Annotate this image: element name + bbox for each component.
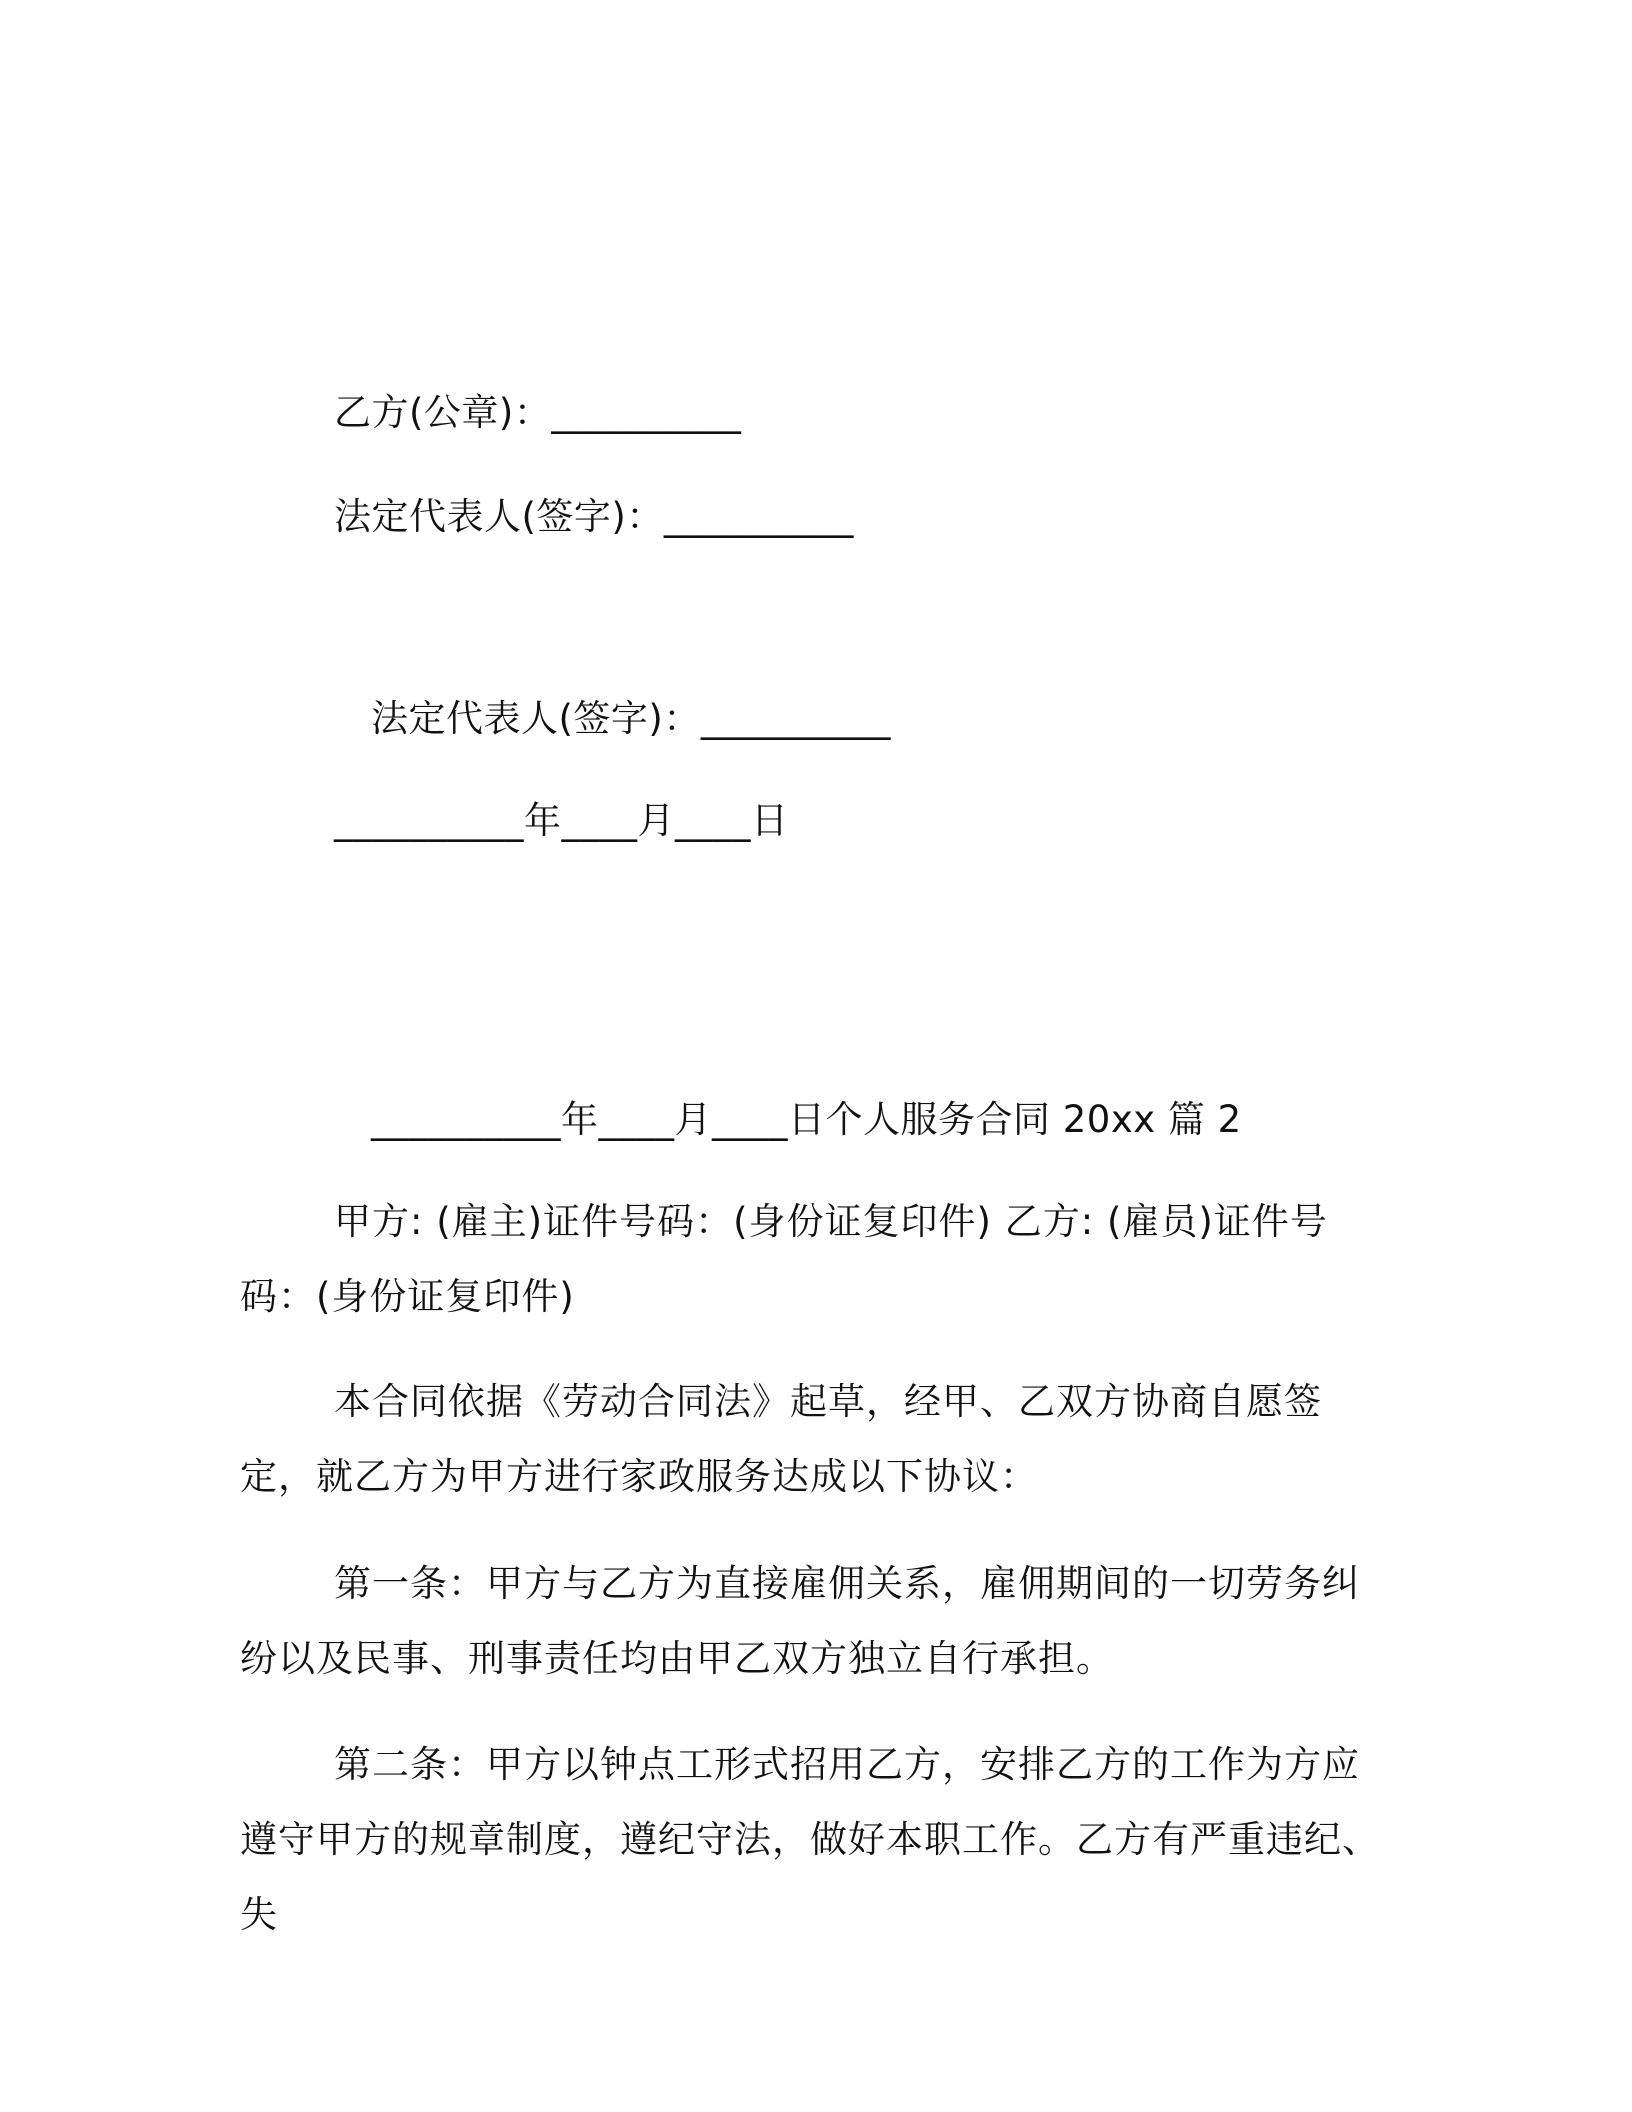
- date-line: __________年____月____日: [334, 799, 789, 842]
- legal-representative-signature-line: 法定代表人(签字)：__________: [334, 495, 854, 538]
- article-2-paragraph: 第二条：甲方以钟点工形式招用乙方，安排乙方的工作为方应遵守甲方的规章制度，遵纪守法，做好本职工作。乙方有严重违纪、失: [240, 1743, 1380, 1936]
- parties-paragraph: 甲方: (雇主)证件号码：(身份证复印件) 乙方: (雇员)证件号码：(身份证复印件): [240, 1200, 1328, 1318]
- party-b-seal-line: 乙方(公章)：__________: [334, 391, 742, 434]
- contract-heading-line: __________年____月____日个人服务合同 20xx 篇 2: [371, 1098, 1242, 1141]
- legal-representative-signature-line-2: 法定代表人(签字)：__________: [371, 697, 891, 740]
- article-1-paragraph: 第一条：甲方与乙方为直接雇佣关系，雇佣期间的一切劳务纠纷以及民事、刑事责任均由甲乙双方独立自行承担。: [240, 1562, 1360, 1680]
- intro-paragraph: 本合同依据《劳动合同法》起草，经甲、乙双方协商自愿签定，就乙方为甲方进行家政服务达成以下协议：: [240, 1380, 1322, 1498]
